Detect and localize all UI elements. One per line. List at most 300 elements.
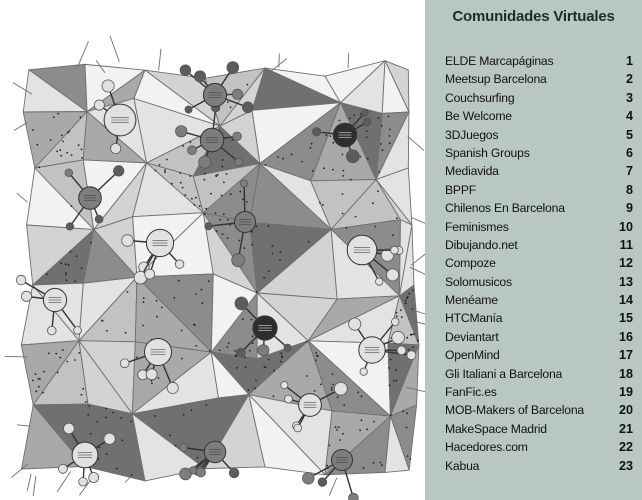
member-dot	[234, 350, 236, 352]
member-dot	[60, 262, 62, 264]
member-dot	[252, 342, 254, 344]
member-dot	[413, 333, 415, 335]
community-name: FanFic.es	[445, 385, 497, 400]
member-dot	[222, 233, 224, 235]
member-dot	[342, 433, 344, 435]
member-dot	[372, 202, 374, 204]
member-dot	[67, 132, 69, 134]
member-dot	[178, 280, 180, 282]
member-dot	[217, 174, 219, 176]
member-dot	[82, 388, 84, 390]
member-dot	[280, 353, 282, 355]
community-number: 11	[619, 237, 633, 252]
member-dot	[116, 468, 118, 470]
member-dot	[389, 384, 391, 386]
member-dot	[131, 474, 133, 476]
legend-panel	[425, 0, 642, 500]
member-dot	[252, 335, 254, 337]
satellite-node	[346, 150, 359, 163]
member-dot	[342, 154, 344, 156]
member-dot	[412, 346, 414, 348]
member-dot	[215, 175, 217, 177]
member-dot	[112, 412, 114, 414]
member-dot	[366, 428, 368, 430]
member-dot	[366, 136, 368, 138]
member-dot	[389, 129, 391, 131]
member-dot	[326, 465, 328, 467]
member-dot	[314, 390, 316, 392]
member-dot	[407, 296, 409, 298]
member-dot	[78, 144, 80, 146]
satellite-node	[180, 65, 191, 76]
member-dot	[265, 164, 267, 166]
member-dot	[355, 216, 357, 218]
satellite-node	[227, 62, 239, 74]
member-dot	[62, 349, 64, 351]
member-dot	[408, 349, 410, 351]
member-dot	[195, 197, 197, 199]
satellite-node	[229, 468, 239, 478]
member-dot	[76, 255, 78, 257]
satellite-node	[363, 118, 371, 126]
member-dot	[127, 291, 129, 293]
member-dot	[335, 426, 337, 428]
member-dot	[97, 421, 99, 423]
satellite-node	[79, 478, 88, 487]
member-dot	[247, 84, 249, 86]
mesh-spike	[159, 49, 161, 71]
community-name: Deviantart	[445, 329, 499, 344]
member-dot	[130, 421, 132, 423]
mesh-spike	[77, 41, 88, 67]
member-dot	[395, 369, 397, 371]
member-dot	[242, 198, 244, 200]
member-dot	[396, 312, 398, 314]
community-number: 18	[618, 366, 633, 381]
satellite-node	[284, 395, 292, 403]
member-dot	[66, 361, 68, 363]
satellite-node	[376, 278, 383, 285]
member-dot	[306, 375, 308, 377]
member-dot	[407, 455, 409, 457]
member-dot	[381, 125, 383, 127]
community-list-item	[445, 346, 637, 364]
member-dot	[143, 301, 145, 303]
satellite-node	[387, 269, 399, 281]
member-dot	[81, 394, 83, 396]
community-number: 3	[625, 90, 633, 105]
satellite-node	[391, 246, 399, 254]
satellite-node	[318, 478, 327, 487]
member-dot	[359, 156, 361, 158]
community-list-item	[445, 144, 637, 162]
satellite-node	[114, 166, 124, 176]
satellite-node	[349, 493, 359, 500]
member-dot	[264, 366, 266, 368]
community-number: 2	[625, 72, 633, 87]
mesh-spike	[11, 464, 28, 477]
satellite-node	[58, 464, 67, 473]
member-dot	[311, 143, 313, 145]
member-dot	[412, 308, 414, 310]
member-dot	[232, 139, 234, 141]
member-dot	[349, 118, 351, 120]
community-name: Kabua	[445, 458, 480, 473]
member-dot	[156, 300, 158, 302]
member-dot	[256, 291, 258, 293]
member-dot	[208, 280, 210, 282]
member-dot	[55, 353, 57, 355]
member-dot	[194, 204, 196, 206]
mesh-spike	[27, 474, 31, 491]
member-dot	[378, 171, 380, 173]
member-dot	[251, 244, 253, 246]
member-dot	[191, 198, 193, 200]
community-list-item	[445, 126, 637, 144]
satellite-node	[111, 143, 121, 153]
community-name: Meetsup Barcelona	[445, 72, 547, 87]
mesh-spike	[348, 53, 349, 68]
community-name: Be Welcome	[445, 109, 512, 124]
community-number: 7	[625, 164, 633, 179]
satellite-node	[175, 260, 184, 269]
member-dot	[338, 426, 340, 428]
member-dot	[184, 194, 186, 196]
member-dot	[159, 164, 161, 166]
member-dot	[57, 113, 59, 115]
satellite-node	[146, 369, 157, 380]
member-dot	[343, 170, 345, 172]
member-dot	[81, 268, 83, 270]
community-number: 4	[625, 109, 633, 124]
member-dot	[65, 272, 67, 274]
community-name: HTCManía	[445, 311, 503, 326]
member-dot	[90, 242, 92, 244]
satellite-node	[236, 348, 245, 357]
member-dot	[410, 458, 412, 460]
member-dot	[223, 213, 225, 215]
satellite-node	[235, 158, 243, 166]
member-dot	[190, 141, 192, 143]
member-dot	[230, 193, 232, 195]
member-dot	[179, 172, 181, 174]
satellite-node	[122, 235, 134, 247]
satellite-node	[194, 71, 205, 82]
member-dot	[408, 293, 410, 295]
member-dot	[346, 227, 348, 229]
mesh-spike	[33, 476, 36, 496]
satellite-node	[89, 473, 99, 483]
member-dot	[68, 264, 70, 266]
community-list	[445, 52, 637, 475]
member-dot	[373, 421, 375, 423]
member-dot	[164, 171, 166, 173]
member-dot	[101, 320, 103, 322]
member-dot	[306, 341, 308, 343]
member-dot	[195, 345, 197, 347]
member-dot	[263, 277, 265, 279]
member-dot	[378, 117, 380, 119]
member-dot	[105, 417, 107, 419]
member-dot	[361, 419, 363, 421]
member-dot	[142, 325, 144, 327]
mesh-spike	[110, 36, 119, 62]
satellite-node	[21, 291, 31, 301]
member-dot	[396, 316, 398, 318]
satellite-node	[235, 297, 248, 310]
member-dot	[74, 281, 76, 283]
mesh-spike	[408, 136, 424, 150]
member-dot	[332, 142, 334, 144]
member-dot	[175, 445, 177, 447]
mesh-spike	[17, 425, 30, 426]
satellite-node	[74, 327, 82, 335]
member-dot	[322, 204, 324, 206]
community-name: Mediavida	[445, 164, 499, 179]
member-dot	[380, 462, 382, 464]
member-dot	[182, 145, 184, 147]
satellite-node	[145, 269, 155, 279]
member-dot	[181, 330, 183, 332]
member-dot	[382, 149, 384, 151]
community-number: 9	[625, 201, 633, 216]
member-dot	[254, 387, 256, 389]
legend-title: Comunidades Virtuales	[452, 8, 615, 25]
community-number: 19	[618, 385, 633, 400]
community-list-item	[445, 401, 637, 419]
member-dot	[361, 395, 363, 397]
community-number: 15	[618, 311, 633, 326]
community-name: MOB-Makers of Barcelona	[445, 403, 584, 418]
member-dot	[36, 144, 38, 146]
member-dot	[239, 191, 241, 193]
satellite-node	[349, 318, 361, 330]
member-dot	[320, 384, 322, 386]
member-dot	[255, 380, 257, 382]
member-dot	[53, 116, 55, 118]
satellite-node	[407, 351, 416, 360]
member-dot	[205, 404, 207, 406]
member-dot	[412, 289, 414, 291]
community-number: 21	[618, 421, 633, 436]
satellite-node	[391, 318, 399, 326]
member-dot	[247, 389, 249, 391]
member-dot	[199, 205, 201, 207]
member-dot	[390, 359, 392, 361]
satellite-node	[233, 132, 242, 141]
satellite-node	[188, 146, 197, 155]
community-list-item	[445, 291, 637, 309]
member-dot	[81, 149, 83, 151]
mesh-spike	[329, 478, 337, 496]
community-name: Gli Italiani a Barcelona	[445, 366, 563, 381]
member-dot	[337, 397, 339, 399]
community-name: ELDE Marcapáginas	[445, 54, 554, 68]
member-dot	[209, 350, 211, 352]
member-dot	[65, 274, 67, 276]
member-dot	[380, 143, 382, 145]
community-list-item	[445, 328, 637, 346]
community-name: Feminismes	[445, 219, 509, 234]
member-dot	[219, 219, 221, 221]
member-dot	[310, 147, 312, 149]
satellite-node	[167, 382, 178, 393]
satellite-node	[232, 89, 242, 99]
member-dot	[251, 319, 253, 321]
member-dot	[363, 467, 365, 469]
member-dot	[279, 259, 281, 261]
satellite-node	[392, 331, 405, 344]
member-dot	[35, 390, 37, 392]
member-dot	[68, 130, 70, 132]
member-dot	[151, 383, 153, 385]
member-dot	[136, 357, 138, 359]
satellite-node	[48, 326, 57, 335]
member-dot	[65, 263, 67, 265]
member-dot	[204, 213, 206, 215]
member-dot	[143, 297, 145, 299]
member-dot	[215, 212, 217, 214]
member-dot	[222, 159, 224, 161]
community-number: 8	[625, 182, 633, 197]
community-name: MakeSpace Madrid	[445, 421, 547, 436]
member-dot	[230, 106, 232, 108]
member-dot	[339, 120, 341, 122]
mesh-spike	[411, 218, 425, 225]
satellite-node	[94, 100, 104, 110]
member-dot	[106, 330, 108, 332]
member-dot	[203, 179, 205, 181]
satellite-node	[360, 368, 367, 375]
member-dot	[71, 205, 73, 207]
community-number: 14	[618, 293, 633, 308]
member-dot	[227, 219, 229, 221]
member-dot	[405, 300, 407, 302]
community-name: BPPF	[445, 182, 477, 197]
member-dot	[210, 193, 212, 195]
community-list-item	[445, 236, 637, 254]
member-dot	[244, 247, 246, 249]
member-dot	[155, 170, 157, 172]
community-number: 20	[618, 403, 633, 418]
community-list-item	[445, 254, 637, 272]
member-dot	[312, 170, 314, 172]
member-dot	[66, 152, 68, 154]
community-number: 13	[618, 274, 633, 289]
member-dot	[99, 447, 101, 449]
member-dot	[181, 358, 183, 360]
member-dot	[216, 230, 218, 232]
member-dot	[342, 213, 344, 215]
member-dot	[156, 316, 158, 318]
member-dot	[406, 427, 408, 429]
satellite-node	[205, 223, 212, 230]
member-dot	[154, 415, 156, 417]
member-dot	[277, 156, 279, 158]
member-dot	[61, 135, 63, 137]
community-number: 10	[618, 219, 633, 234]
satellite-node	[64, 423, 75, 434]
satellite-node	[176, 126, 187, 137]
member-dot	[204, 173, 206, 175]
member-dot	[401, 316, 403, 318]
member-dot	[35, 373, 37, 375]
member-dot	[166, 159, 168, 161]
community-list-item	[445, 181, 637, 199]
community-list-item	[445, 420, 637, 438]
member-dot	[106, 453, 108, 455]
member-dot	[329, 135, 331, 137]
community-list-item	[445, 199, 637, 217]
member-dot	[71, 154, 73, 156]
member-dot	[282, 158, 284, 160]
member-dot	[205, 208, 207, 210]
member-dot	[308, 241, 310, 243]
member-dot	[350, 179, 352, 181]
community-list-item	[445, 70, 637, 88]
member-dot	[245, 366, 247, 368]
mesh-spike	[14, 122, 27, 130]
member-dot	[353, 114, 355, 116]
member-dot	[400, 309, 402, 311]
member-dot	[244, 357, 246, 359]
satellite-node	[104, 433, 115, 444]
member-dot	[273, 370, 275, 372]
member-dot	[336, 429, 338, 431]
satellite-node	[65, 169, 73, 177]
member-dot	[396, 380, 398, 382]
community-name: Solomusicos	[445, 274, 512, 289]
satellite-node	[294, 424, 302, 432]
member-dot	[189, 175, 191, 177]
member-dot	[38, 378, 40, 380]
community-list-item	[445, 438, 637, 456]
member-dot	[227, 237, 229, 239]
member-dot	[164, 169, 166, 171]
member-dot	[50, 139, 52, 141]
community-number: 23	[618, 458, 633, 473]
member-dot	[281, 355, 283, 357]
community-list-item	[445, 89, 637, 107]
member-dot	[62, 141, 64, 143]
member-dot	[332, 384, 334, 386]
member-dot	[194, 324, 196, 326]
satellite-node	[185, 106, 192, 113]
community-number: 1	[625, 54, 633, 68]
member-dot	[197, 457, 199, 459]
member-dot	[301, 161, 303, 163]
member-dot	[242, 318, 244, 320]
member-dot	[57, 372, 59, 374]
member-dot	[227, 101, 229, 103]
community-list-item	[445, 273, 637, 291]
member-dot	[43, 371, 45, 373]
member-dot	[74, 359, 76, 361]
member-dot	[66, 279, 68, 281]
member-dot	[191, 409, 193, 411]
member-dot	[389, 135, 391, 137]
community-number: 6	[625, 145, 633, 160]
member-dot	[332, 169, 334, 171]
member-dot	[80, 116, 82, 118]
member-dot	[32, 129, 34, 131]
member-dot	[255, 226, 257, 228]
community-number: 5	[625, 127, 633, 142]
member-dot	[81, 157, 83, 159]
member-dot	[342, 193, 344, 195]
satellite-node	[361, 109, 368, 116]
member-dot	[280, 251, 282, 253]
